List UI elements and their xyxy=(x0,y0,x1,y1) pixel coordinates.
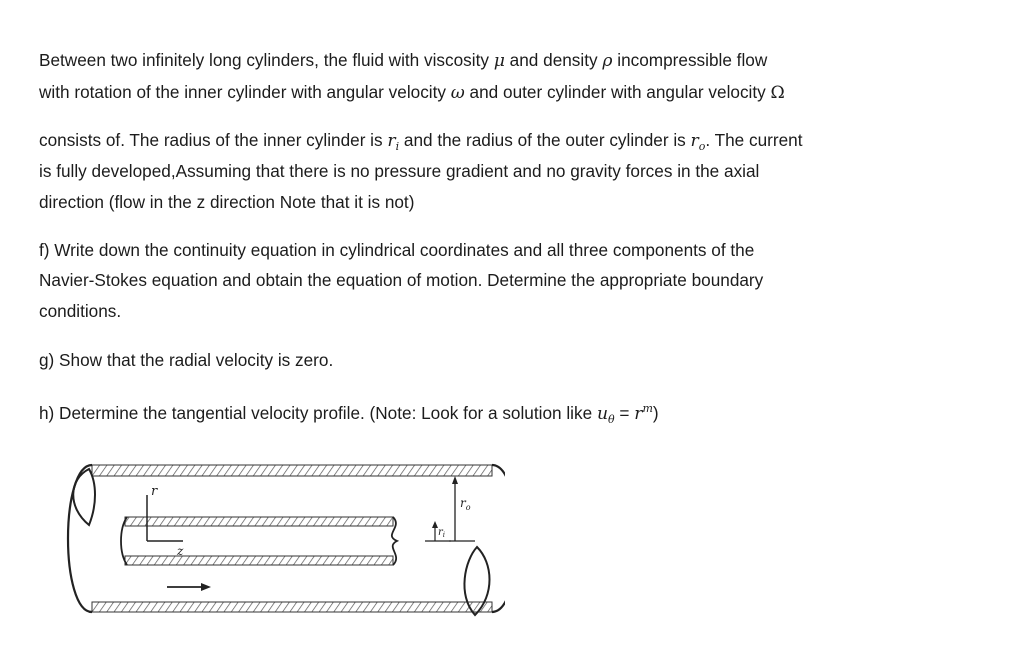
part-f-line-2 xyxy=(39,265,763,296)
part-f-line-3 xyxy=(39,296,121,327)
outer-angular-velocity-symbol: Ω xyxy=(770,83,785,103)
i-subscript: i xyxy=(395,140,400,153)
r-symbol: r xyxy=(387,131,396,151)
intro-text: consists of. The radius of the inner cylinder is xyxy=(39,130,388,150)
flow-direction-arrow xyxy=(167,583,211,591)
intro-line-1 xyxy=(39,45,767,77)
intro-text: incompressible flow xyxy=(612,50,768,70)
outer-cylinder-left-end xyxy=(68,465,92,612)
part-h-line-1 xyxy=(39,393,659,435)
part-f-text: Navier-Stokes equation and obtain the equation of motion. Determine the appropriate boundary xyxy=(39,270,764,290)
part-f-text: f) Write down the continuity equation in cylindrical coordinates and all three components of the xyxy=(39,240,755,260)
r-symbol: r xyxy=(690,131,699,151)
inner-radius-label xyxy=(438,527,445,539)
m-superscript: m xyxy=(642,402,653,415)
ro-subscript: o xyxy=(465,503,471,512)
density-symbol: ρ xyxy=(602,51,613,71)
part-g-line-1 xyxy=(39,345,333,376)
intro-text: and the radius of the outer cylinder is xyxy=(399,130,691,150)
intro-line-4 xyxy=(39,156,759,187)
ro-letter: r xyxy=(460,496,466,510)
concentric-cylinders-figure xyxy=(55,455,505,625)
radial-axis-label: r xyxy=(151,484,158,499)
ri-letter: r xyxy=(438,527,443,538)
r-symbol: r xyxy=(634,404,643,424)
intro-text: direction (flow in the z direction Note that it is not) xyxy=(39,192,415,212)
theta-subscript: θ xyxy=(608,413,615,426)
inner-angular-velocity-symbol: ω xyxy=(450,83,465,103)
intro-text: and outer cylinder with angular velocity xyxy=(464,82,771,102)
part-f-line-1 xyxy=(39,235,754,266)
close-paren: ) xyxy=(652,403,659,423)
intro-text: with rotation of the inner cylinder with angular velocity xyxy=(39,82,451,102)
axial-axis-label: z xyxy=(177,544,184,558)
part-h-text: h) Determine the tangential velocity profile. (Note: Look for a solution like xyxy=(39,403,597,423)
outer-radius-symbol xyxy=(691,131,706,151)
viscosity-symbol: μ xyxy=(493,51,505,71)
outer-radius-label xyxy=(460,496,471,512)
outer-cylinder-wall-top xyxy=(92,465,492,476)
tangential-velocity-symbol xyxy=(597,404,615,424)
intro-text: Between two infinitely long cylinders, the fluid with viscosity xyxy=(39,50,494,70)
o-subscript: o xyxy=(698,140,706,153)
left-lobe-icon xyxy=(73,469,95,525)
power-law-symbol xyxy=(634,404,653,424)
outer-cylinder-right-end xyxy=(492,465,505,612)
intro-line-2 xyxy=(39,77,785,109)
intro-text: . The current xyxy=(705,130,803,150)
ri-subscript: i xyxy=(442,531,446,539)
part-f-text: conditions. xyxy=(39,301,122,321)
intro-line-5 xyxy=(39,187,414,218)
equals-sign: = xyxy=(614,403,635,423)
outer-cylinder-wall-bottom xyxy=(92,602,492,612)
part-g-text: g) Show that the radial velocity is zero. xyxy=(39,350,334,370)
u-symbol: u xyxy=(596,404,609,424)
intro-text: and density xyxy=(504,50,603,70)
inner-radius-symbol xyxy=(387,131,399,151)
intro-text: is fully developed,Assuming that there is no pressure gradient and no gravity forces in the axial xyxy=(39,161,760,181)
